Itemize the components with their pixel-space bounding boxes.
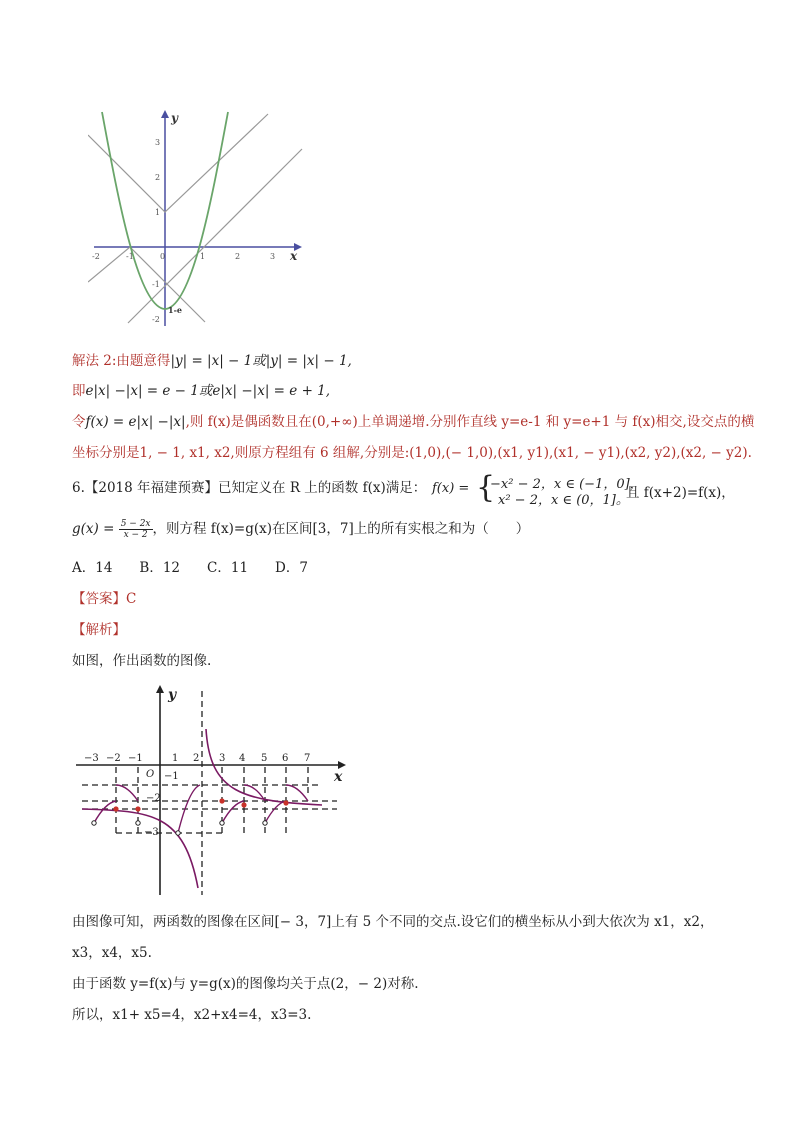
dashed-grid <box>82 691 337 895</box>
y-axis-label: y <box>168 687 177 703</box>
x-tick: 3 <box>270 252 276 261</box>
x-tick: 4 <box>239 753 246 764</box>
analysis-label: 【解析】 <box>72 622 126 638</box>
sol2-line2: 即e|x| −|x| = e − 1或e|x| −|x| = e + 1, <box>72 383 331 399</box>
y-tick: 1 <box>155 208 161 217</box>
y-tick: −2 <box>146 793 161 804</box>
x-tick: -1 <box>126 252 134 261</box>
v-line-upper <box>88 114 268 212</box>
y-tick: −1 <box>164 771 179 782</box>
brace: { <box>476 470 496 505</box>
x-tick: 2 <box>235 252 241 261</box>
intro-text: 如图，作出函数的图像. <box>72 653 212 669</box>
x-tick: 7 <box>304 753 311 764</box>
x-axis-label: x <box>290 249 298 263</box>
x-tick: -2 <box>92 252 100 261</box>
x-tick: −1 <box>128 753 143 764</box>
conclusion-line2: x3，x4，x5. <box>72 945 152 961</box>
x-tick: 6 <box>282 753 289 764</box>
x-tick: −2 <box>106 753 121 764</box>
x-tick: 1 <box>172 753 179 764</box>
x-tick: −3 <box>84 753 99 764</box>
y-tick: 3 <box>155 138 161 147</box>
q6-stem-b: 且 f(x+2)=f(x)， <box>626 485 735 501</box>
origin-label: O <box>146 769 155 780</box>
y-axis-label: y <box>171 111 178 125</box>
x-tick: 3 <box>219 753 226 764</box>
sol2-line1: 解法 2:由题意得|y| = |x| − 1或|y| = |x| − 1, <box>72 353 352 369</box>
point-label: 1-e <box>168 305 182 315</box>
x-tick: 1 <box>200 252 206 261</box>
x-tick: 2 <box>193 753 200 764</box>
y-tick: 2 <box>155 173 161 182</box>
x-tick: 5 <box>261 753 268 764</box>
sol2-line4: 坐标分别是1, − 1, x1, x2,则原方程组有 6 组解,分别是:(1,0),(− 1,0),(x1, y1),(x1, − y1),(x2, y2),(x2, − y2). <box>72 445 752 461</box>
x-axis-label: x <box>334 769 343 785</box>
q6-stem: 6.【2018 年福建预赛】已知定义在 R 上的函数 f(x)满足： <box>72 480 427 496</box>
conclusion-line3: 由于函数 y=f(x)与 y=g(x)的图像均关于点(2，− 2)对称. <box>72 976 419 992</box>
gx-def: g(x) = $\frac{5 - 2x}{x - 2}$ ，则方程 f(x)=g(x)在区间[3，7]上的所有实根之和为（ ） <box>72 519 530 540</box>
sol2-line3: 令f(x) = e|x| −|x|,则 f(x)是偶函数且在(0,+∞)上单调递增.分别作直线 y=e-1 和 y=e+1 与 f(x)相交,设交点的横 <box>72 414 755 430</box>
conclusion-line1: 由图像可知，两函数的图像在区间[− 3，7]上有 5 个不同的交点.设它们的横坐标从小到大依次为 x1，x2， <box>72 914 714 930</box>
graph-2 <box>72 683 362 898</box>
graph-1 <box>88 108 308 328</box>
answer: 【答案】C <box>72 591 137 607</box>
conclusion-line4: 所以，x1+ x5=4，x2+x4=4，x3=3. <box>72 1007 312 1023</box>
y-tick: -1 <box>152 280 160 289</box>
x-tick: 0 <box>160 252 166 261</box>
y-tick: −3 <box>144 827 159 838</box>
q6-options: A．14 B．12 C．11 D．7 <box>72 560 308 576</box>
y-tick: -2 <box>152 315 160 324</box>
